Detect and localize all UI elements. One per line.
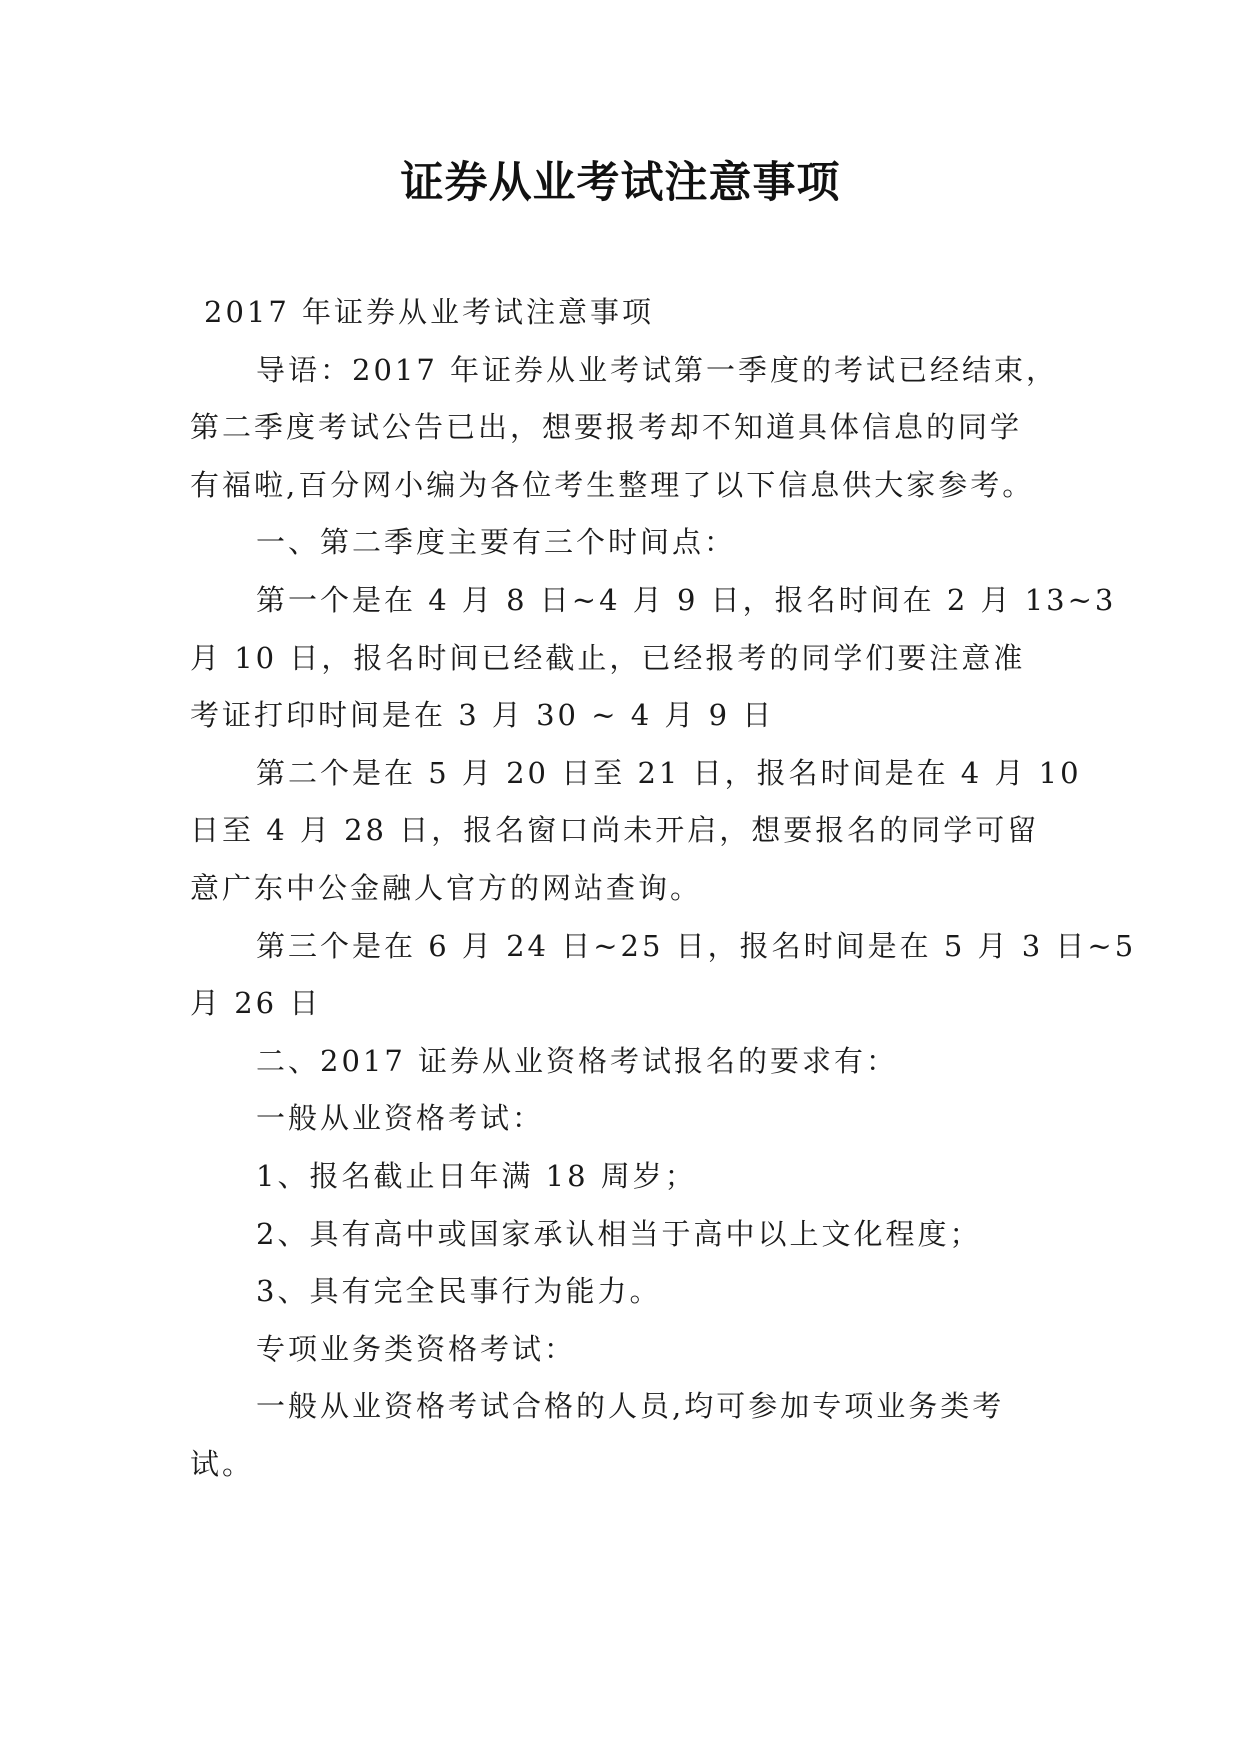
requirement-item: 3、具有完全民事行为能力。: [256, 1274, 662, 1309]
schedule-paragraph-line: 第一个是在 4 月 8 日~4 月 9 日，报名时间在 2 月 13~3: [256, 582, 1117, 617]
intro-paragraph-line: 导语：2017 年证券从业考试第一季度的考试已经结束，: [256, 352, 1059, 387]
schedule-paragraph-line: 月 26 日: [190, 986, 322, 1021]
document-title: 证券从业考试注意事项: [400, 158, 841, 208]
schedule-paragraph-line: 第二个是在 5 月 20 日至 21 日，报名时间是在 4 月 10: [256, 755, 1082, 790]
subsection-heading: 一般从业资格考试：: [256, 1101, 545, 1136]
requirement-item: 2、具有高中或国家承认相当于高中以上文化程度；: [256, 1216, 982, 1251]
section-heading: 二、2017 证券从业资格考试报名的要求有：: [256, 1043, 899, 1078]
document-body: [190, 284, 1137, 1493]
requirement-paragraph-line: 试。: [190, 1446, 255, 1481]
schedule-paragraph-line: 日至 4 月 28 日，报名窗口尚未开启，想要报名的同学可留: [190, 813, 1040, 848]
section-heading: 一、第二季度主要有三个时间点：: [256, 525, 737, 560]
schedule-paragraph-line: 月 10 日，报名时间已经截止，已经报考的同学们要注意准: [190, 640, 1026, 675]
schedule-paragraph-line: 第三个是在 6 月 24 日~25 日，报名时间是在 5 月 3 日~5: [256, 928, 1137, 963]
document-subtitle: 2017 年证券从业考试注意事项: [204, 295, 655, 329]
requirement-item: 1、报名截止日年满 18 周岁；: [256, 1158, 697, 1193]
schedule-paragraph-line: 考证打印时间是在 3 月 30 ~ 4 月 9 日: [190, 698, 775, 733]
intro-paragraph-line: 有福啦,百分网小编为各位考生整理了以下信息供大家参考。: [190, 467, 1035, 502]
schedule-paragraph-line: 意广东中公金融人官方的网站查询。: [190, 870, 703, 905]
intro-paragraph-line: 第二季度考试公告已出，想要报考却不知道具体信息的同学: [190, 410, 1023, 445]
subsection-heading: 专项业务类资格考试：: [256, 1331, 577, 1366]
requirement-paragraph-line: 一般从业资格考试合格的人员,均可参加专项业务类考: [256, 1389, 1005, 1424]
